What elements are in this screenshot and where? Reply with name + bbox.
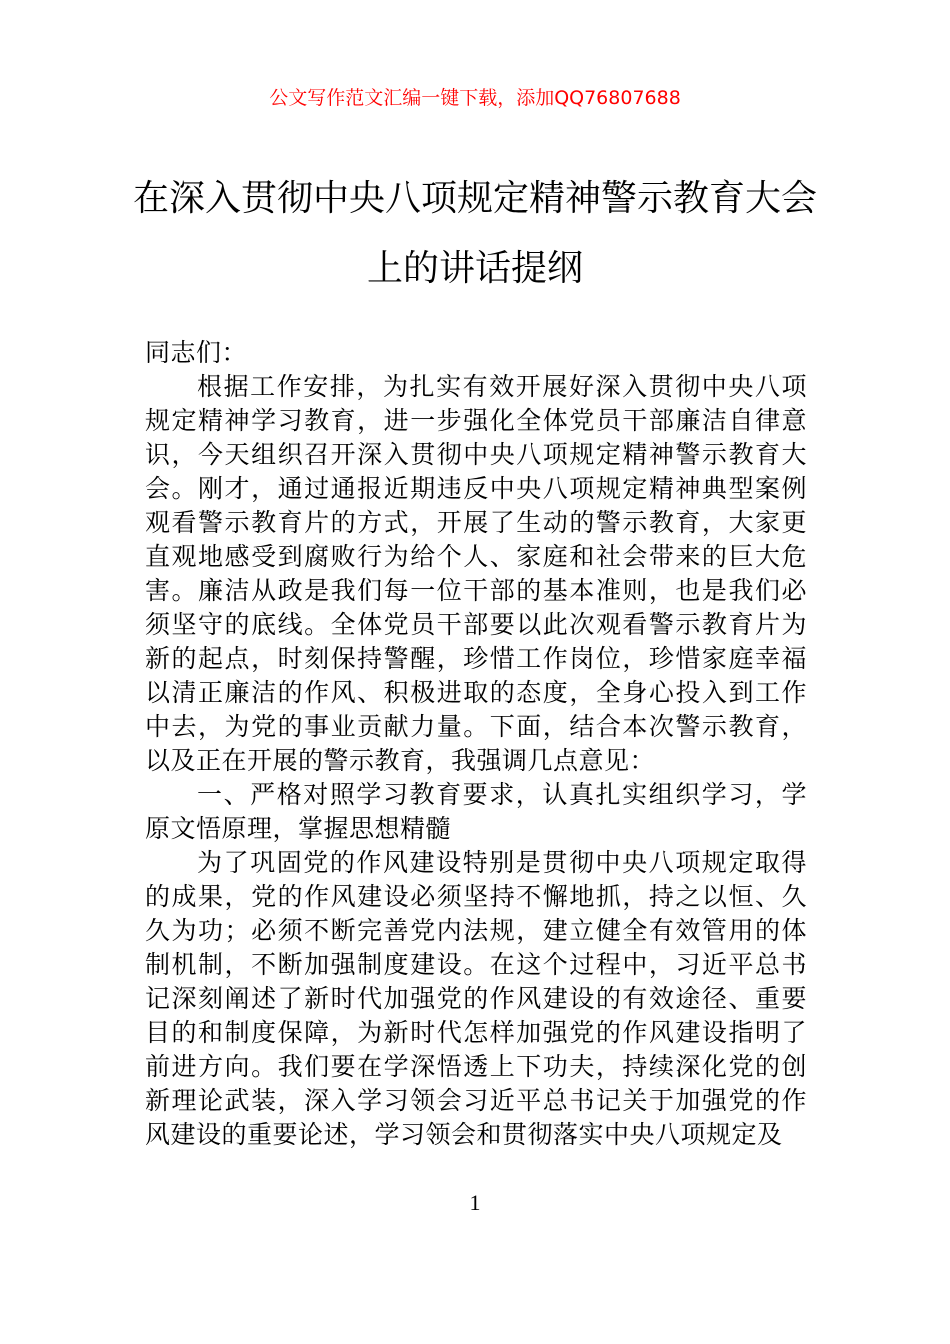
document-body <box>145 336 807 1152</box>
page-number: 1 <box>469 1190 481 1215</box>
paragraph-intro: 根据工作安排，为扎实有效开展好深入贯彻中央八项规定精神学习教育，进一步强化全体党员干部廉洁自律意识，今天组织召开深入贯彻中央八项规定精神警示教育大会。刚才，通过通报近期违反中央八项规定精神典型案例观看警示教育片的方式，开展了生动的警示教育，大家更直观地感受到腐败行为给个人、家庭和社会带来的巨大危害。廉洁从政是我们每一位干部的基本准则，也是我们必须坚守的底线。全体党员干部要以此次观看警示教育片为新的起点，时刻保持警醒，珍惜工作岗位，珍惜家庭幸福以清正廉洁的作风、积极进取的态度，全身心投入到工作中去，为党的事业贡献力量。下面，结合本次警示教育，以及正在开展的警示教育，我强调几点意见： <box>145 372 807 775</box>
section-heading-1: 一、严格对照学习教育要求，认真扎实组织学习，学原文悟原理，掌握思想精髓 <box>145 780 807 843</box>
salutation: 同志们： <box>145 338 248 367</box>
paragraph-section-1: 为了巩固党的作风建设特别是贯彻中央八项规定取得的成果，党的作风建设必须坚持不懈地抓，持之以恒、久久为功；必须不断完善党内法规，建立健全有效管用的体制机制，不断加强制度建设。在这个过程中，习近平总书记深刻阐述了新时代加强党的作风建设的有效途径、重要目的和制度保障，为新时代怎样加强党的作风建设指明了前进方向。我们要在学深悟透上下功夫，持续深化党的创新理论武装，深入学习领会习近平总书记关于加强党的作风建设的重要论述，学习领会和贯彻落实中央八项规定及 <box>145 848 807 1149</box>
document-title: 在深入贯彻中央八项规定精神警示教育大会上的讲话提纲 <box>132 178 817 289</box>
download-notice: 公文写作范文汇编一键下载，添加QQ76807688 <box>269 87 681 109</box>
